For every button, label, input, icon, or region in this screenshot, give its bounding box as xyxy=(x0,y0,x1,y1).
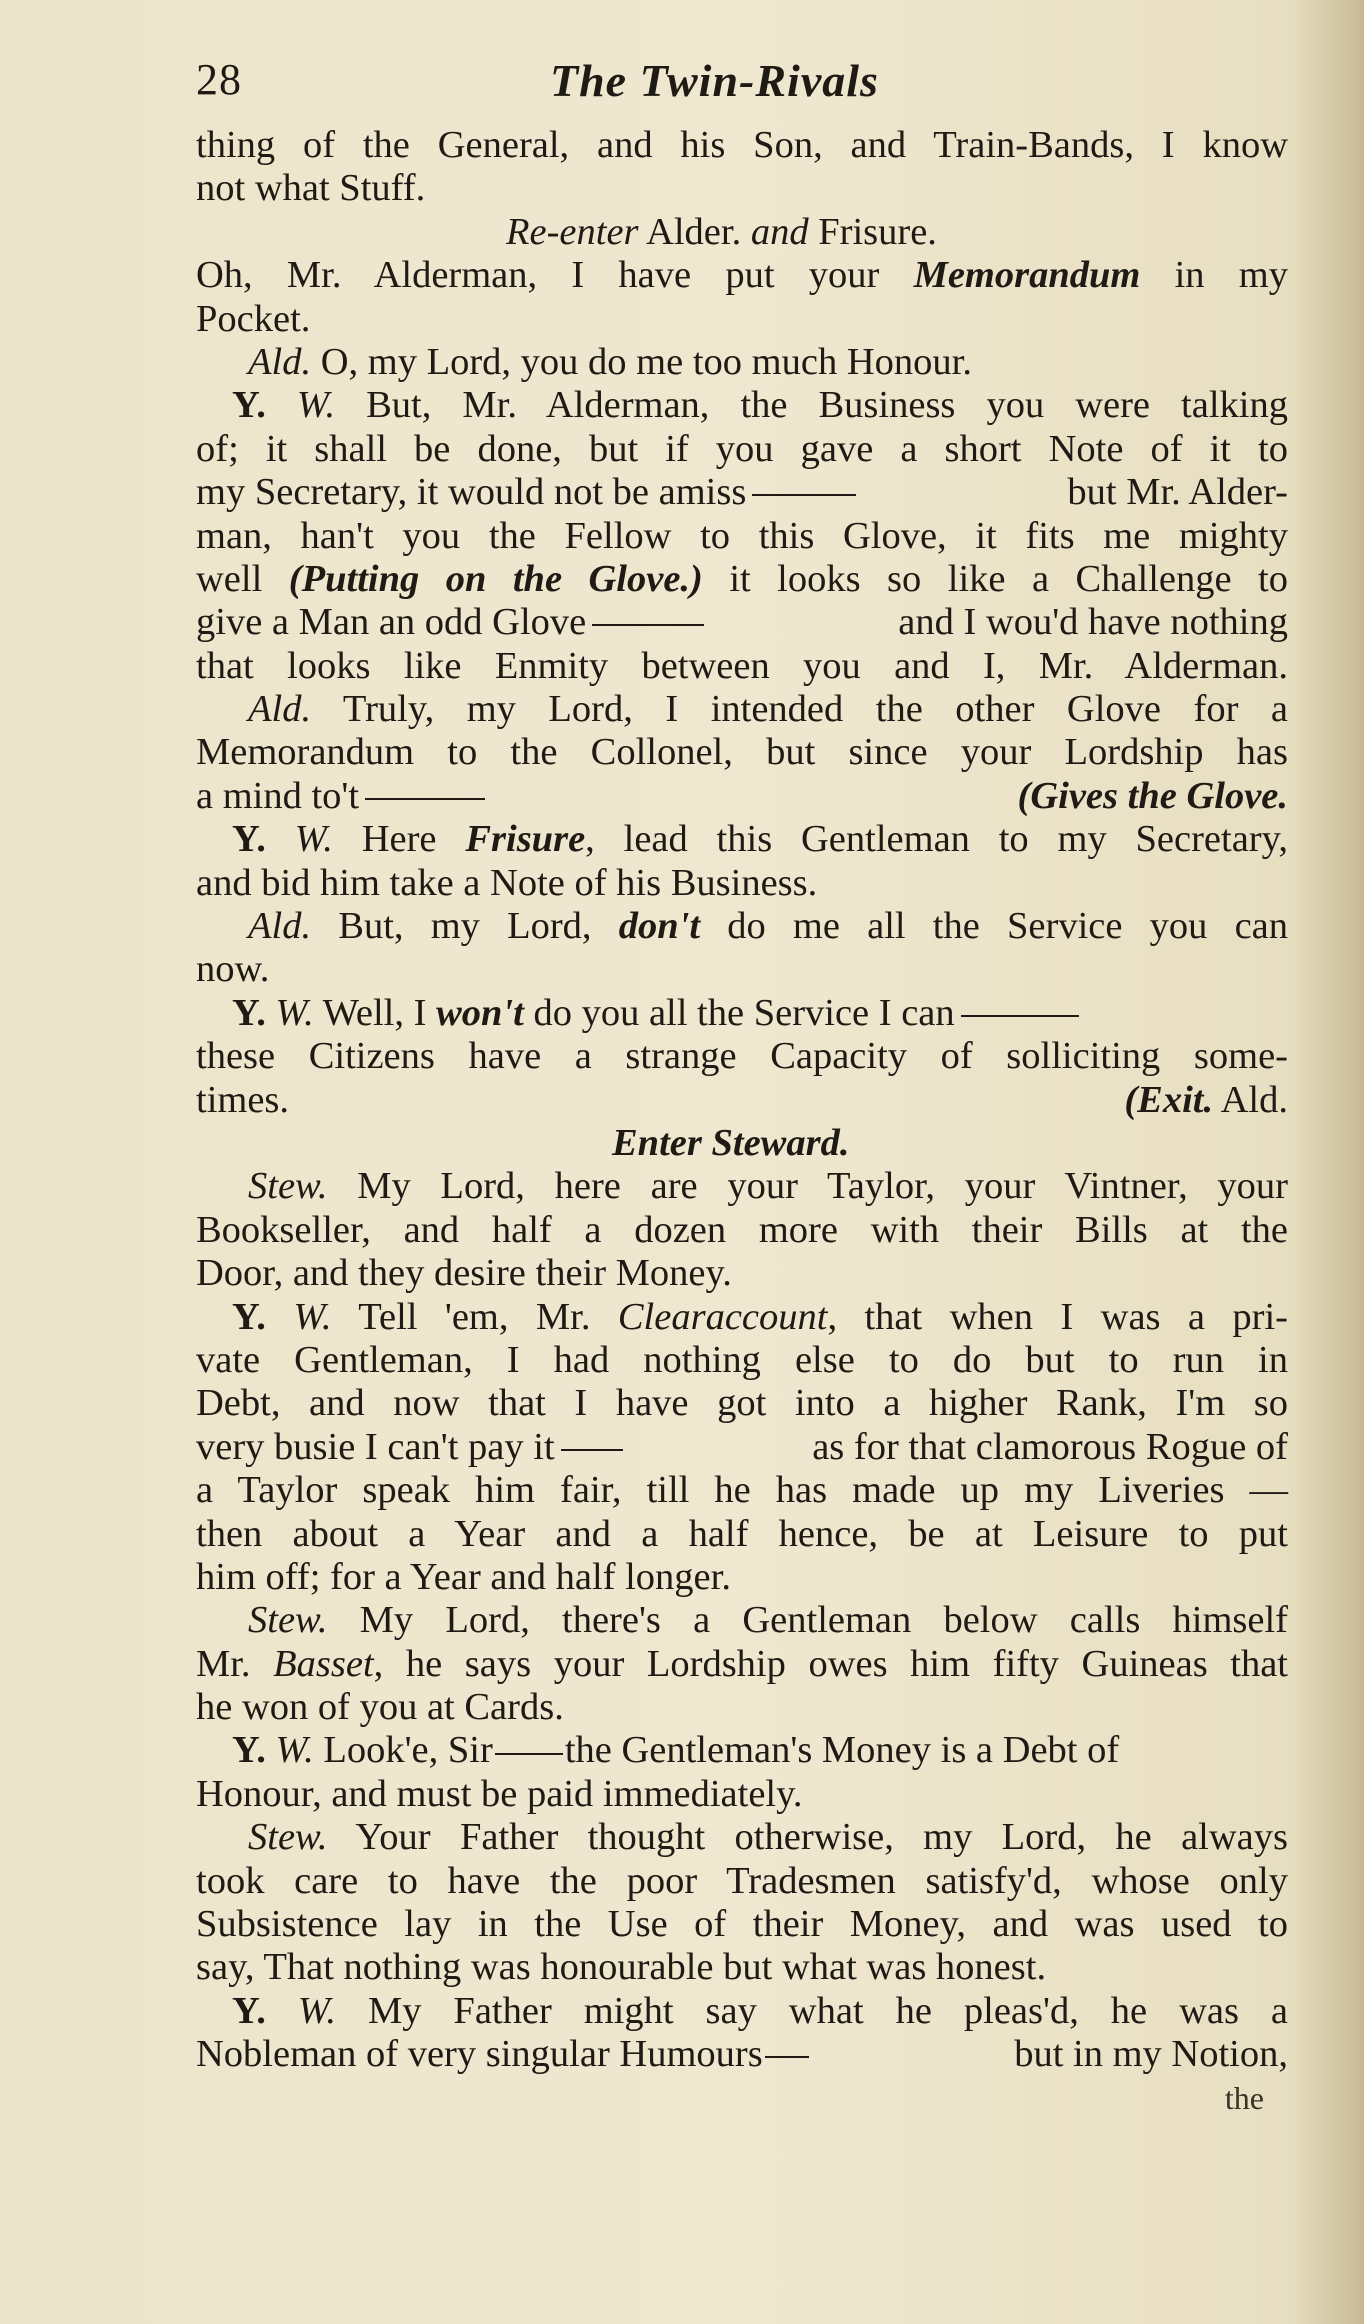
speaker-label: W. xyxy=(296,384,336,427)
speech-line: Y. W. But, Mr. Alderman, the Business you were talking xyxy=(232,384,1288,427)
em-dash-rule xyxy=(765,2056,809,2058)
speech-line: Y. W. Here Frisure, lead this Gentleman to my Secretary, xyxy=(232,818,1288,861)
speech-line: Ald. Truly, my Lord, I intended the other Glove for a xyxy=(248,688,1288,731)
speech-line: Stew. My Lord, there's a Gentleman below calls himself xyxy=(248,1599,1288,1642)
text-line: Debt, and now that I have got into a higher Rank, I'm so xyxy=(196,1382,1288,1425)
text-line: he won of you at Cards. xyxy=(196,1686,564,1729)
text-line: thing of the General, and his Son, and Train-Bands, I know xyxy=(196,124,1288,166)
speech-line: Y. W. My Father might say what he pleas'd, he was a xyxy=(232,1989,1288,2032)
em-dash-rule xyxy=(592,624,704,626)
speech-line: Ald. O, my Lord, you do me too much Honour. xyxy=(248,340,972,383)
speaker-label: Ald. xyxy=(248,340,312,383)
speaker-label: Stew. xyxy=(248,1816,328,1859)
em-dash-rule xyxy=(495,1753,563,1755)
catchword: the xyxy=(1224,2079,1264,2116)
text-line: say, That nothing was honourable but what was honest. xyxy=(196,1946,1047,1989)
speech-line: Stew. Your Father thought otherwise, my Lord, he always xyxy=(248,1816,1288,1859)
stage-direction-inline: (Putting on the Glove.) xyxy=(288,557,703,600)
speech-line: Ald. But, my Lord, don't do me all the Service you can xyxy=(248,905,1288,948)
stage-direction-inline: (Gives the Glove. xyxy=(1017,774,1288,817)
stage-direction: Re-enter Alder. and Frisure. xyxy=(506,210,937,253)
speaker-label: Ald. xyxy=(248,905,312,948)
stage-direction: Enter Steward. xyxy=(612,1121,850,1164)
stage-direction-inline: (Exit. xyxy=(1124,1078,1214,1121)
text-line: vate Gentleman, I had nothing else to do but to run in xyxy=(196,1338,1288,1381)
text-line: Nobleman of very singular Humours but in my Notion, xyxy=(196,2033,1288,2076)
text-line: these Citizens have a strange Capacity of solliciting some- xyxy=(196,1035,1288,1078)
speaker-label: W. xyxy=(275,991,314,1034)
speaker-label: Stew. xyxy=(248,1599,328,1642)
text-line: Subsistence lay in the Use of their Money, and was used to xyxy=(196,1903,1288,1946)
text-line: my Secretary, it would not be amiss but Mr. Alder- xyxy=(196,471,1288,514)
text-line: well (Putting on the Glove.) it looks so like a Challenge to xyxy=(196,557,1288,600)
speech-line: Y. W. Tell 'em, Mr. Clearaccount, that when I was a pri- xyxy=(232,1295,1289,1338)
running-header xyxy=(196,48,1296,118)
text-line: man, han't you the Fellow to this Glove, it fits me mighty xyxy=(196,514,1288,557)
speaker-label: W. xyxy=(275,1729,314,1772)
text-line: times. (Exit. Ald. xyxy=(196,1078,1288,1121)
speaker-label: Ald. xyxy=(248,688,312,731)
text-line: him off; for a Year and half longer. xyxy=(196,1555,731,1598)
em-dash-rule xyxy=(752,494,856,496)
text-line: then about a Year and a half hence, be at Leisure to put xyxy=(196,1512,1288,1555)
text-line: very busie I can't pay it as for that clamorous Rogue of xyxy=(196,1425,1288,1468)
speaker-label: Stew. xyxy=(248,1165,328,1208)
speech-line: Stew. My Lord, here are your Taylor, your Vintner, your xyxy=(248,1165,1288,1208)
speech-line: Y. W. Look'e, Sir the Gentleman's Money is a Debt of xyxy=(232,1729,1120,1772)
text-line: Honour, and must be paid immediately. xyxy=(196,1772,803,1815)
speaker-label: W. xyxy=(294,818,333,861)
speech-line: Y. W. Well, I won't do you all the Service I can xyxy=(196,992,1288,1035)
em-dash-rule xyxy=(961,1015,1079,1017)
speaker-label: W. xyxy=(297,1989,337,2032)
text-line: and bid him take a Note of his Business. xyxy=(196,861,818,904)
text-line: took care to have the poor Tradesmen satisfy'd, whose only xyxy=(196,1859,1288,1902)
text-line: Bookseller, and half a dozen more with their Bills at the xyxy=(196,1208,1288,1251)
running-title: The Twin-Rivals xyxy=(550,55,879,106)
text-line: Oh, Mr. Alderman, I have put your Memorandum in my xyxy=(196,254,1288,297)
text-line: a Taylor speak him fair, till he has made up my Liveries — xyxy=(196,1469,1288,1512)
text-line: Pocket. xyxy=(196,297,311,340)
em-dash-rule xyxy=(365,798,485,800)
speaker-label: W. xyxy=(293,1295,332,1338)
text-line: not what Stuff. xyxy=(196,167,426,210)
text-line: give a Man an odd Glove and I wou'd have nothing xyxy=(196,601,1288,644)
text-line: that looks like Enmity between you and I, Mr. Alderman. xyxy=(196,644,1288,687)
text-line: Mr. Basset, he says your Lordship owes him fifty Guineas that xyxy=(196,1642,1288,1685)
page-edge-shading xyxy=(1294,0,1364,2324)
text-line: Memorandum to the Collonel, but since your Lordship has xyxy=(196,731,1288,774)
body-text xyxy=(196,124,1288,2120)
text-line: now. xyxy=(196,948,270,991)
page-number: 28 xyxy=(196,55,242,104)
em-dash-rule xyxy=(561,1449,623,1451)
text-line: of; it shall be done, but if you gave a short Note of it to xyxy=(196,427,1288,470)
text-line: a mind to't (Gives the Glove. xyxy=(196,774,1288,817)
text-line: Door, and they desire their Money. xyxy=(196,1252,732,1295)
